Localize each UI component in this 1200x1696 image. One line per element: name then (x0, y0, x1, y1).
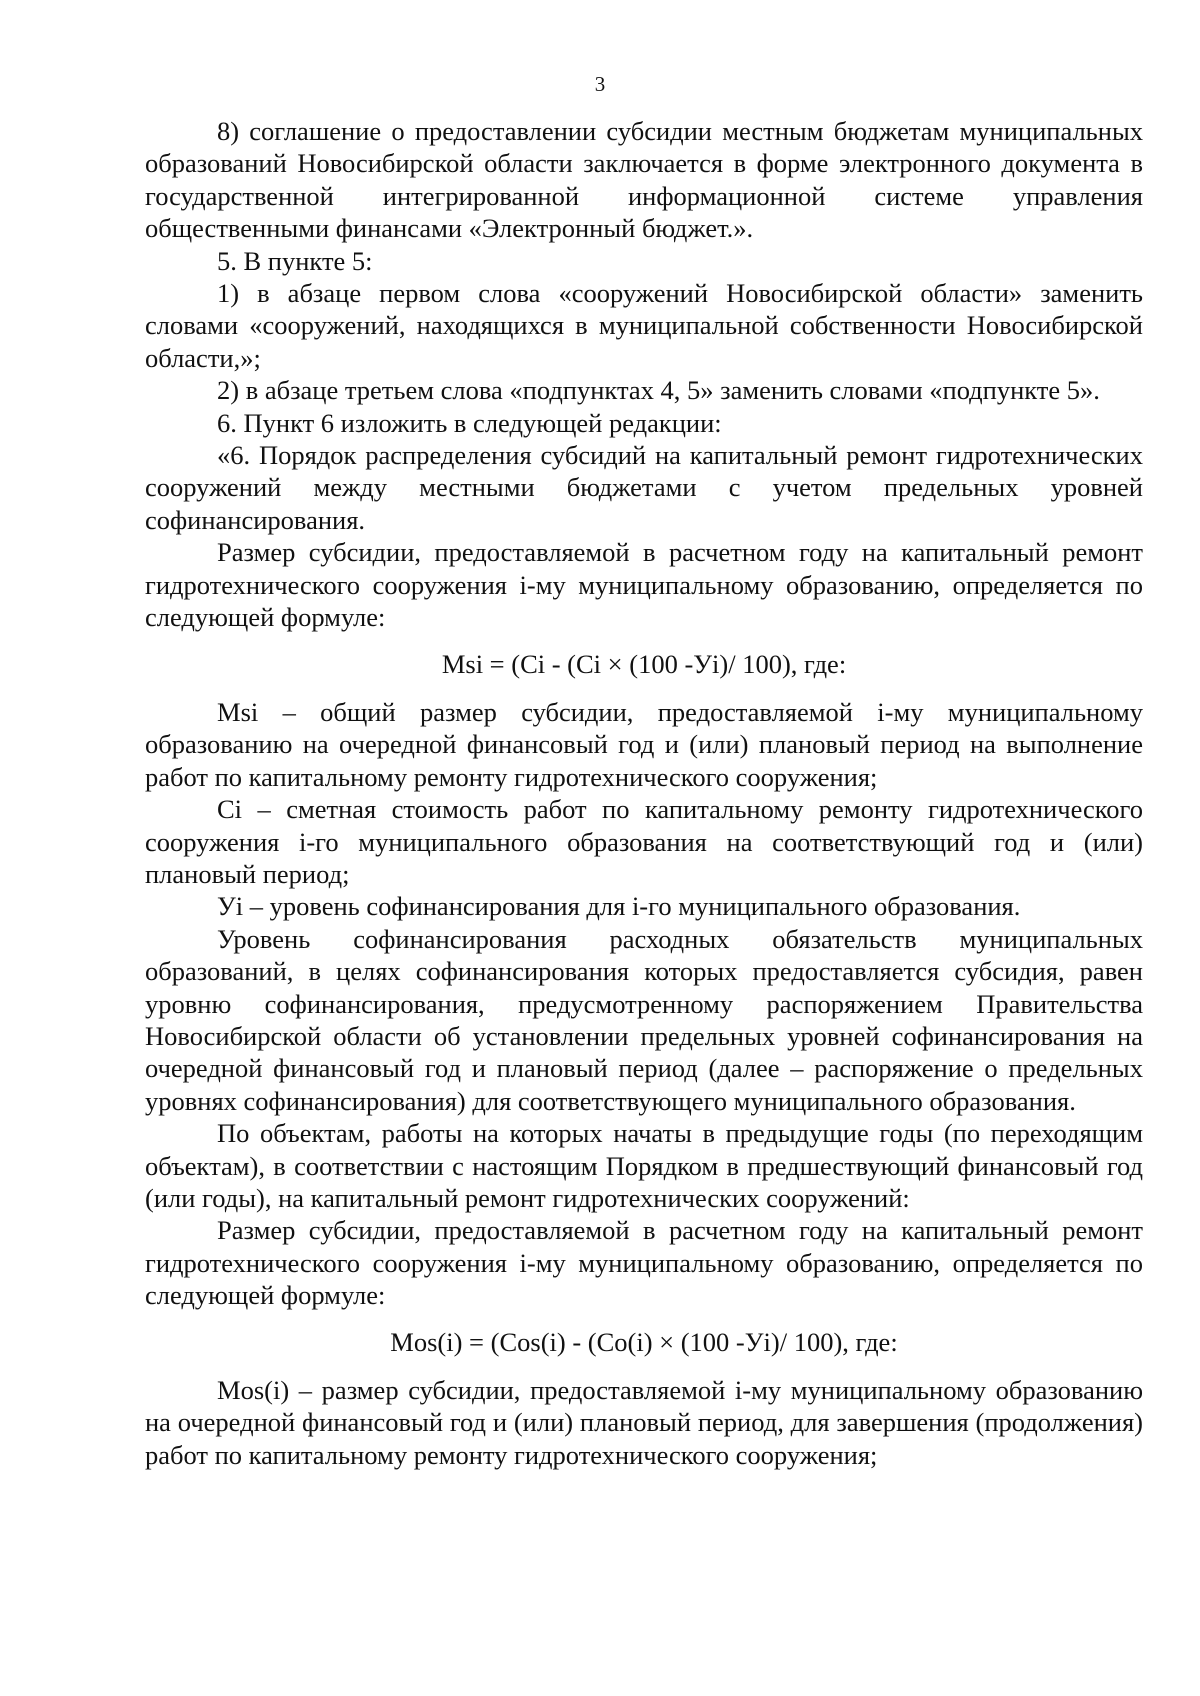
formula-mos: Mos(i) = (Cos(i) - (Co(i) × (100 -Уi)/ 100), где: (390, 1326, 898, 1357)
paragraph-cofinancing-level: Уровень софинансирования расходных обязательств муниципальных образований, в целях софинансирования которых предоставляется субсидия, равен уровню софинансирования, предусмотренному распоряжением Правительства Новосибирской области об установлении предельных уровней софинансирования на очередной финансовый год и плановый период (далее – распоряжение о предельных уровнях софинансирования) для соответствующего муниципального образования. (145, 923, 1143, 1116)
document-body (145, 115, 1143, 1471)
paragraph-subsidy-size-intro: Размер субсидии, предоставляемой в расчетном году на капитальный ремонт гидротехнического сооружения i-му муниципальному образованию, определяется по следующей формуле: (145, 537, 1143, 633)
page-number: 3 (594, 72, 606, 96)
paragraph-item-6-heading: 6. Пункт 6 изложить в следующей редакции: (217, 407, 722, 438)
paragraph-transitional-objects: По объектам, работы на которых начаты в предыдущие годы (по переходящим объектам), в соответствии с настоящим Порядком в предшествующий финансовый год (или годы), на капитальный ремонт гидротехнических сооружений: (145, 1118, 1143, 1213)
paragraph-item-5-sub-2: 2) в абзаце третьем слова «подпунктах 4, 5» заменить словами «подпункте 5». (217, 375, 1100, 406)
definition-yi: Уi – уровень софинансирования для i-го муниципального образования. (217, 891, 1021, 922)
paragraph-subitem-8: 8) соглашение о предоставлении субсидии местным бюджетам муниципальных образований Новосибирской области заключается в форме электронного документа в государственной интегрированной информационной системе управления общественными финансами «Электронный бюджет.». (145, 116, 1143, 244)
paragraph-item-6-title: «6. Порядок распределения субсидий на капитальный ремонт гидротехнических сооружений между местными бюджетами с учетом предельных уровней софинансирования. (145, 440, 1143, 535)
paragraph-item-5-heading: 5. В пункте 5: (217, 245, 373, 276)
definition-mos: Mos(i) – размер субсидии, предоставляемой i-му муниципальному образованию на очередной финансовый год и (или) плановый период, для завершения (продолжения) работ по капитальному ремонту гидротехнического сооружения; (145, 1375, 1143, 1470)
paragraph-item-5-sub-1: 1) в абзаце первом слова «сооружений Новосибирской области» заменить словами «сооружений, находящихся в муниципальной собственности Новосибирской области,»; (145, 278, 1143, 373)
formula-msi: Msi = (Ci - (Ci × (100 -Уi)/ 100), где: (441, 648, 847, 679)
definition-msi: Msi – общий размер субсидии, предоставляемой i-му муниципальному образованию на очередной финансовый год и (или) плановый период на выполнение работ по капитальному ремонту гидротехнического сооружения; (145, 696, 1143, 792)
definition-ci: Ci – сметная стоимость работ по капитальному ремонту гидротехнического сооружения i-го муниципального образования на соответствующий год и (или) плановый период; (145, 794, 1143, 889)
paragraph-subsidy-size-intro-2: Размер субсидии, предоставляемой в расчетном году на капитальный ремонт гидротехнического сооружения i-му муниципальному образованию, определяется по следующей формуле: (145, 1215, 1143, 1311)
